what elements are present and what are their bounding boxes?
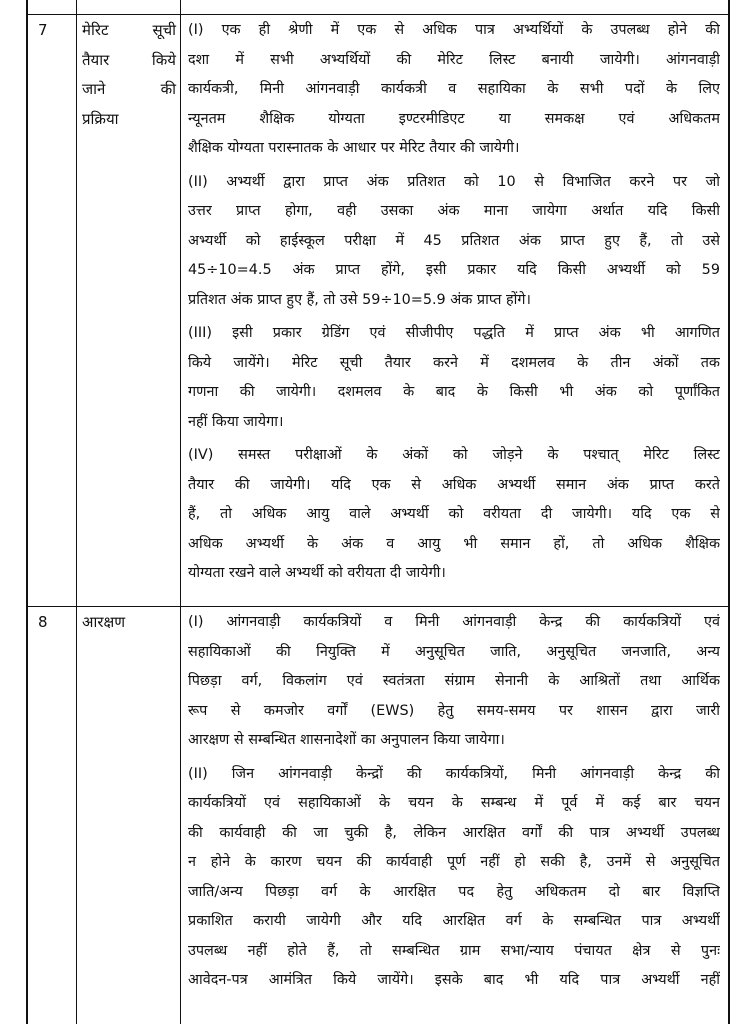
paragraph [188, 441, 720, 589]
paragraph [188, 319, 720, 437]
text-line: हैं, तो अधिक आयु वाले अभ्यर्थी को वरीयता दी जायेगी। यदि एक से [188, 506, 720, 522]
row-subject [82, 16, 176, 134]
text-line: की कार्यवाही की जा चुकी है, लेकिन आरक्षित वर्गों की पात्र अभ्यर्थी उपलब्ध [188, 824, 720, 841]
table-row [28, 606, 728, 1024]
subject-line: जाने की [82, 80, 176, 98]
text-line: अधिक अभ्यर्थी के अंक व आयु भी समान हों, तो अधिक शैक्षिक [188, 535, 720, 552]
text-line: सहायिकाओं की नियुक्ति में अनुसूचित जाति, अनुसूचित जनजाति, अन्य [188, 643, 720, 660]
text-line: दशा में सभी अभ्यर्थियों की मेरिट लिस्ट बनायी जायेगी। आंगनवाड़ी [188, 51, 720, 68]
text-line: किये जायेंगे। मेरिट सूची तैयार करने में दशमलव के तीन अंकों तक [188, 354, 720, 371]
text-line: योग्यता रखने वाले अभ्यर्थी को वरीयता दी जायेगी। [188, 565, 446, 581]
text-line: प्रतिशत अंक प्राप्त हुए हैं, तो उसे 59÷10=5.9 अंक प्राप्त होंगे। [188, 291, 531, 308]
subject-line: तैयार किये [82, 50, 176, 69]
text-line: (I) आंगनवाड़ी कार्यकत्रियों व मिनी आंगनवाड़ी केन्द्र की कार्यकत्रियों एवं [188, 614, 720, 630]
text-line: उपलब्ध नहीं होते हैं, तो सम्बन्धित ग्राम सभा/न्याय पंचायत क्षेत्र से पुनः [188, 942, 720, 959]
text-line: जाति/अन्य पिछड़ा वर्ग के आरक्षित पद हेतु अधिकतम दो बार विज्ञप्ति [188, 883, 720, 900]
paragraph [188, 168, 720, 316]
text-line: (IV) समस्त परीक्षाओं के अंकों को जोड़ने के पश्चात् मेरिट लिस्ट [188, 447, 720, 463]
text-line: न होने के कारण चयन की कार्यवाही पूर्ण नहीं हो सकी है, उनमें से अनुसूचित [188, 854, 720, 870]
row-number: 7 [38, 21, 48, 39]
text-line: उत्तर प्राप्त होगा, वही उसका अंक माना जायेगा अर्थात यदि किसी [188, 203, 720, 219]
row-content [188, 16, 720, 589]
paragraph [188, 16, 720, 164]
table-row [28, 14, 728, 607]
row-number: 8 [38, 613, 48, 631]
row-subject [82, 608, 176, 638]
text-line: नहीं किया जायेगा। [188, 413, 284, 430]
text-line: कार्यकत्री, मिनी आंगनवाड़ी कार्यकत्री व सहायिका के सभी पदों के लिए [188, 81, 720, 97]
text-line: पिछड़ा वर्ग, विकलांग एवं स्वतंत्रता संग्राम सेनानी के आश्रितों तथा आर्थिक [188, 673, 720, 689]
subject-line: प्रक्रिया [82, 109, 119, 128]
text-line: कार्यकत्रियों एवं सहायिकाओं के चयन के सम्बन्ध में पूर्व में कई बार चयन [188, 795, 720, 811]
text-line: 45÷10=4.5 अंक प्राप्त होंगे, इसी प्रकार यदि किसी अभ्यर्थी को 59 [188, 262, 720, 278]
subject-line: मेरिट सूची [82, 21, 176, 39]
text-line: तैयार की जायेगी। यदि एक से अधिक अभ्यर्थी समान अंक प्राप्त करते [188, 476, 720, 493]
row-content [188, 608, 720, 996]
paragraph [188, 760, 720, 996]
paragraph [188, 608, 720, 756]
text-line: प्रकाशित करायी जायेगी और यदि आरक्षित वर्ग के सम्बन्धित पात्र अभ्यर्थी [188, 913, 720, 929]
text-line: (II) अभ्यर्थी द्वारा प्राप्त अंक प्रतिशत को 10 से विभाजित करने पर जो [188, 173, 720, 190]
text-line: रूप से कमजोर वर्गों (EWS) हेतु समय-समय पर शासन द्वारा जारी [188, 702, 720, 719]
text-line: आरक्षण से सम्बन्धित शासनादेशों का अनुपालन किया जायेगा। [188, 732, 505, 748]
text-line: गणना की जायेगी। दशमलव के बाद के किसी भी अंक को पूर्णांकित [188, 384, 720, 400]
text-line: न्यूनतम शैक्षिक योग्यता इण्टरमीडिएट या समकक्ष एवं अधिकतम [188, 110, 720, 127]
subject-line: आरक्षण [82, 613, 126, 631]
top-row-rule [28, 0, 728, 15]
text-line: (I) एक ही श्रेणी में एक से अधिक पात्र अभ्यर्थियों के उपलब्ध होने की [188, 22, 720, 38]
text-line: अभ्यर्थी को हाईस्कूल परीक्षा में 45 प्रतिशत अंक प्राप्त हुए हैं, तो उसे [188, 232, 720, 249]
document-table [26, 0, 730, 1024]
text-line: (II) जिन आंगनवाड़ी केन्द्रों की कार्यकत्रियों, मिनी आंगनवाड़ी केन्द्र की [188, 765, 720, 782]
text-line: आवेदन-पत्र आमंत्रित किये जायेंगे। इसके बाद भी यदि पात्र अभ्यर्थी नहीं [188, 972, 720, 988]
text-line: (III) इसी प्रकार ग्रेडिंग एवं सीजीपीए पद्धति में प्राप्त अंक भी आगणित [188, 325, 720, 341]
text-line: शैक्षिक योग्यता परास्नातक के आधार पर मेरिट तैयार की जायेगी। [188, 140, 520, 156]
